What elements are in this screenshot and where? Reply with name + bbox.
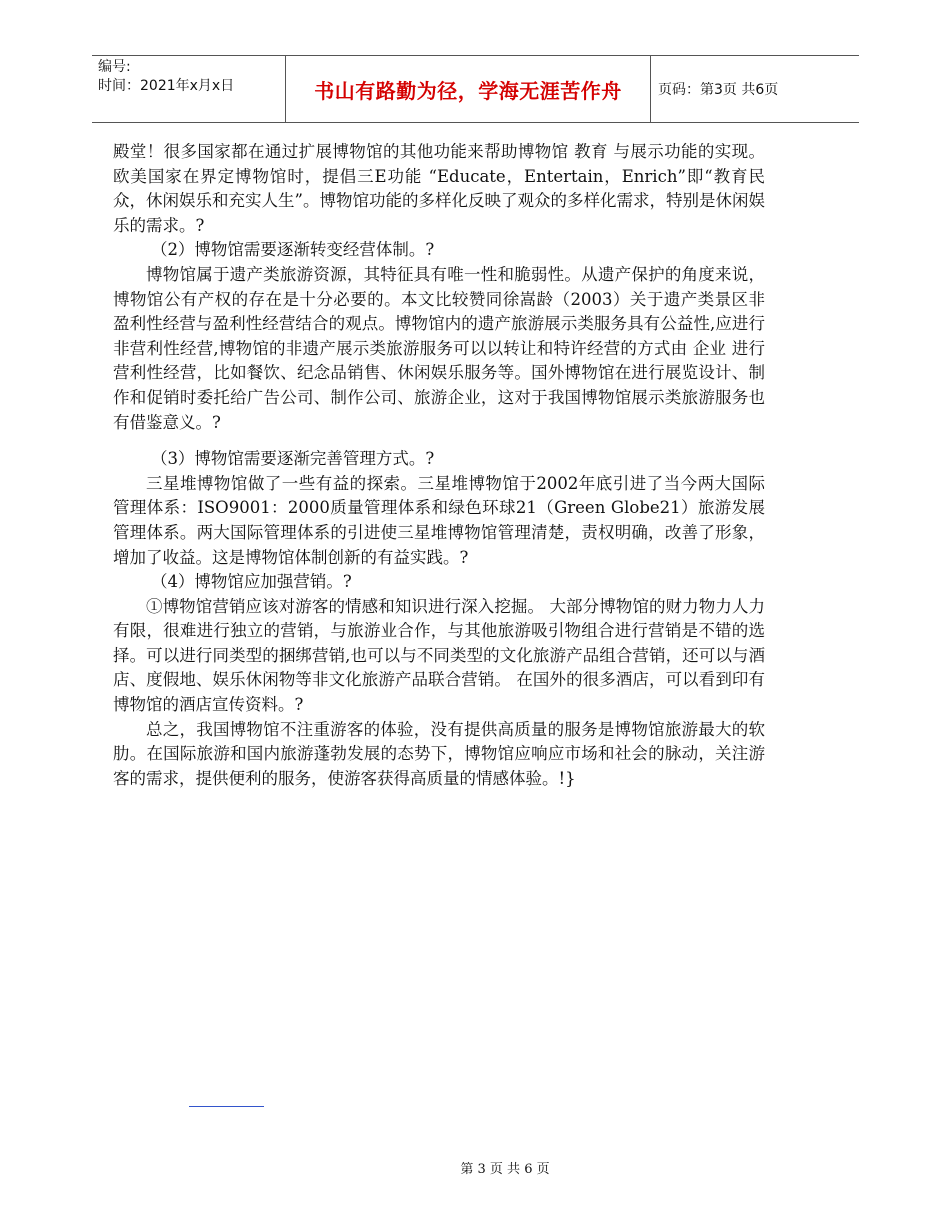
document-body: [113, 140, 765, 791]
header-meta: [98, 58, 234, 96]
paragraph-3: 三星堆博物馆做了一些有益的探索。三星堆博物馆于2002年底引进了当今两大国际管理体系：ISO9001：2000质量管理体系和绿色环球21（Green Globe21）旅游发展管理体系。两大国际管理体系的引进使三星堆博物馆管理清楚，责权明确，改善了形象，增加了收益。这是博物馆体制创新的有益实践。?: [113, 473, 765, 567]
footer-page-number: 第 3 页 共 6 页: [460, 1162, 550, 1177]
footnote-separator: [189, 1106, 264, 1107]
number-label: 编号:: [98, 59, 131, 75]
section-heading-4: （4）博物馆应加强营销。?: [150, 572, 352, 592]
page-info-text: 页码：第3页 共6页: [658, 82, 779, 98]
page-footer: [0, 1158, 950, 1177]
header-page-info: [658, 56, 778, 122]
section-heading-3: （3）博物馆需要逐渐完善管理方式。?: [150, 449, 435, 469]
page-header: [92, 55, 859, 123]
time-label: 时间：2021年x月x日: [98, 78, 235, 94]
section-heading-2: （2）博物馆需要逐渐转变经营体制。?: [150, 240, 435, 260]
spacer: [113, 435, 765, 447]
motto-text: 书山有路勤为径，学海无涯苦作舟: [314, 78, 622, 103]
paragraph-5: 总之，我国博物馆不注重游客的体验，没有提供高质量的服务是博物馆旅游最大的软肋。在国际旅游和国内旅游蓬勃发展的态势下，博物馆应响应市场和社会的脉动，关注游客的需求，提供便利的服务，使游客获得高质量的情感体验。!}: [113, 719, 765, 788]
paragraph-2: 博物馆属于遗产类旅游资源，其特征具有唯一性和脆弱性。从遗产保护的角度来说，博物馆公有产权的存在是十分必要的。本文比较赞同徐嵩龄（2003）关于遗产类景区非盈利性经营与盈利性经营结合的观点。博物馆内的遗产旅游展示类服务具有公益性,应进行非营利性经营,博物馆的非遗产展示类旅游服务可以以转让和特许经营的方式由 企业 进行营利性经营，比如餐饮、纪念品销售、休闲娱乐服务等。国外博物馆在进行展览设计、制作和促销时委托给广告公司、制作公司、旅游企业，这对于我国博物馆展示类旅游服务也有借鉴意义。?: [113, 264, 765, 432]
paragraph-4: ①博物馆营销应该对游客的情感和知识进行深入挖掘。 大部分博物馆的财力物力人力有限，很难进行独立的营销，与旅游业合作，与其他旅游吸引物组合进行营销是不错的选择。可以进行同类型的捆绑营销,也可以与不同类型的文化旅游产品组合营销，还可以与酒店、度假地、娱乐休闲物等非文化旅游产品联合营销。 在国外的很多酒店，可以看到印有博物馆的酒店宣传资料。?: [113, 596, 765, 715]
header-motto-cell: [285, 56, 651, 122]
paragraph-1: 殿堂！很多国家都在通过扩展博物馆的其他功能来帮助博物馆 教育 与展示功能的实现。欧美国家在界定博物馆时，提倡三E功能 “Educate，Entertain，Enrich”即“教育民众，休闲娱乐和充实人生”。博物馆功能的多样化反映了观众的多样化需求，特别是休闲娱乐的需求。?: [113, 142, 765, 235]
